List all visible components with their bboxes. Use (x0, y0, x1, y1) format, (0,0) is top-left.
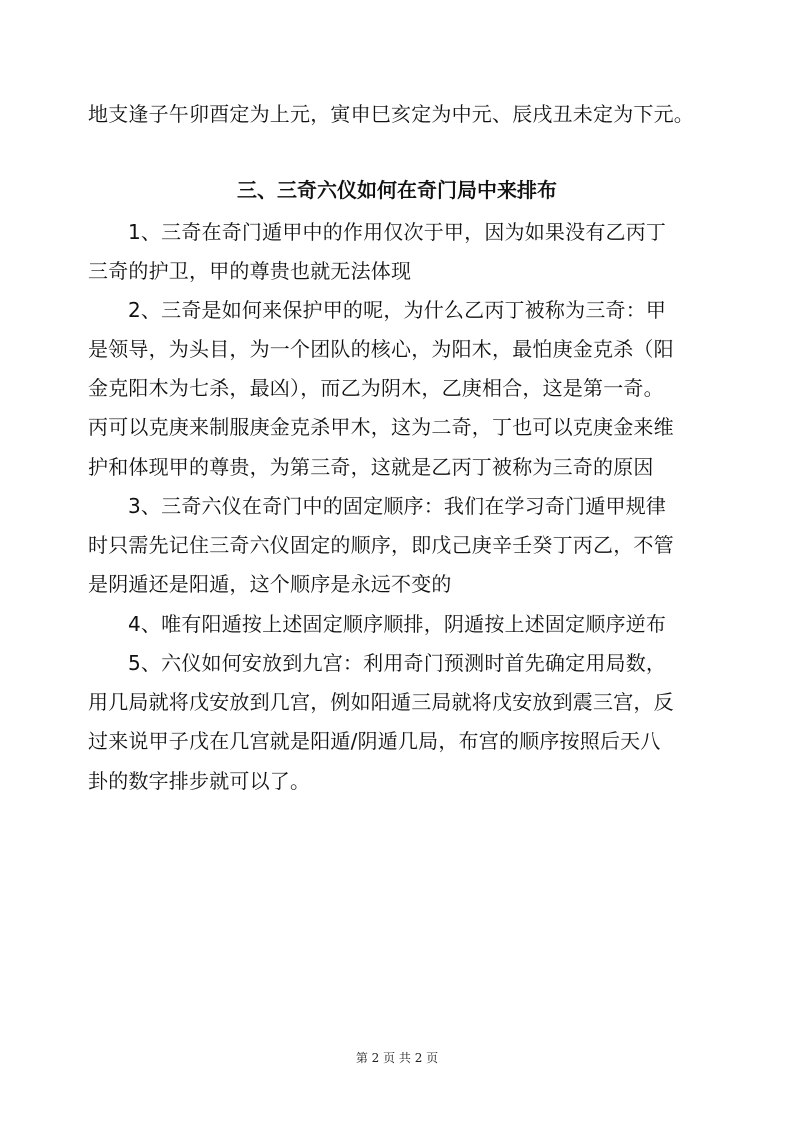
paragraph-2-line-1: 2、三奇是如何来保护甲的呢，为什么乙丙丁被称为三奇：甲 (128, 298, 667, 322)
page-footer: 第 2 页 共 2 页 (355, 1051, 439, 1065)
paragraph-5-line-4: 卦的数字排步就可以了。 (88, 769, 311, 793)
intro-line: 地支逢子午卯酉定为上元，寅申巳亥定为中元、辰戌丑未定为下元。 (88, 102, 694, 126)
section-heading: 三、三奇六仪如何在奇门局中来排布 (237, 178, 557, 202)
paragraph-3-line-1: 3、三奇六仪在奇门中的固定顺序：我们在学习奇门遁甲规律 (128, 494, 667, 518)
paragraph-5-line-3: 过来说甲子戊在几宫就是阳遁/阴遁几局，布宫的顺序按照后天八 (88, 729, 661, 753)
paragraph-1-line-1: 1、三奇在奇门遁甲中的作用仅次于甲，因为如果没有乙丙丁 (128, 220, 667, 244)
paragraph-2-line-3: 金克阳木为七杀，最凶），而乙为阴木，乙庚相合，这是第一奇。 (88, 376, 664, 400)
paragraph-3-line-3: 是阴遁还是阳遁，这个顺序是永远不变的 (88, 572, 452, 596)
paragraph-2-line-5: 护和体现甲的尊贵，为第三奇，这就是乙丙丁被称为三奇的原因 (88, 455, 654, 479)
paragraph-2-line-4: 丙可以克庚来制服庚金克杀甲木，这为二奇，丁也可以克庚金来维 (88, 415, 674, 439)
paragraph-4-line-1: 4、唯有阳遁按上述固定顺序顺排，阴遁按上述固定顺序逆布 (128, 612, 667, 636)
paragraph-2-line-2: 是领导，为头目，为一个团队的核心，为阳木，最怕庚金克杀（阳 (88, 337, 674, 361)
paragraph-3-line-2: 时只需先记住三奇六仪固定的顺序，即戊己庚辛壬癸丁丙乙，不管 (88, 533, 674, 557)
paragraph-5-line-1: 5、六仪如何安放到九宫：利用奇门预测时首先确定用局数， (128, 651, 667, 675)
paragraph-1-line-2: 三奇的护卫，甲的尊贵也就无法体现 (88, 259, 412, 283)
paragraph-5-line-2: 用几局就将戊安放到几宫，例如阳遁三局就将戊安放到震三宫，反 (88, 690, 674, 714)
